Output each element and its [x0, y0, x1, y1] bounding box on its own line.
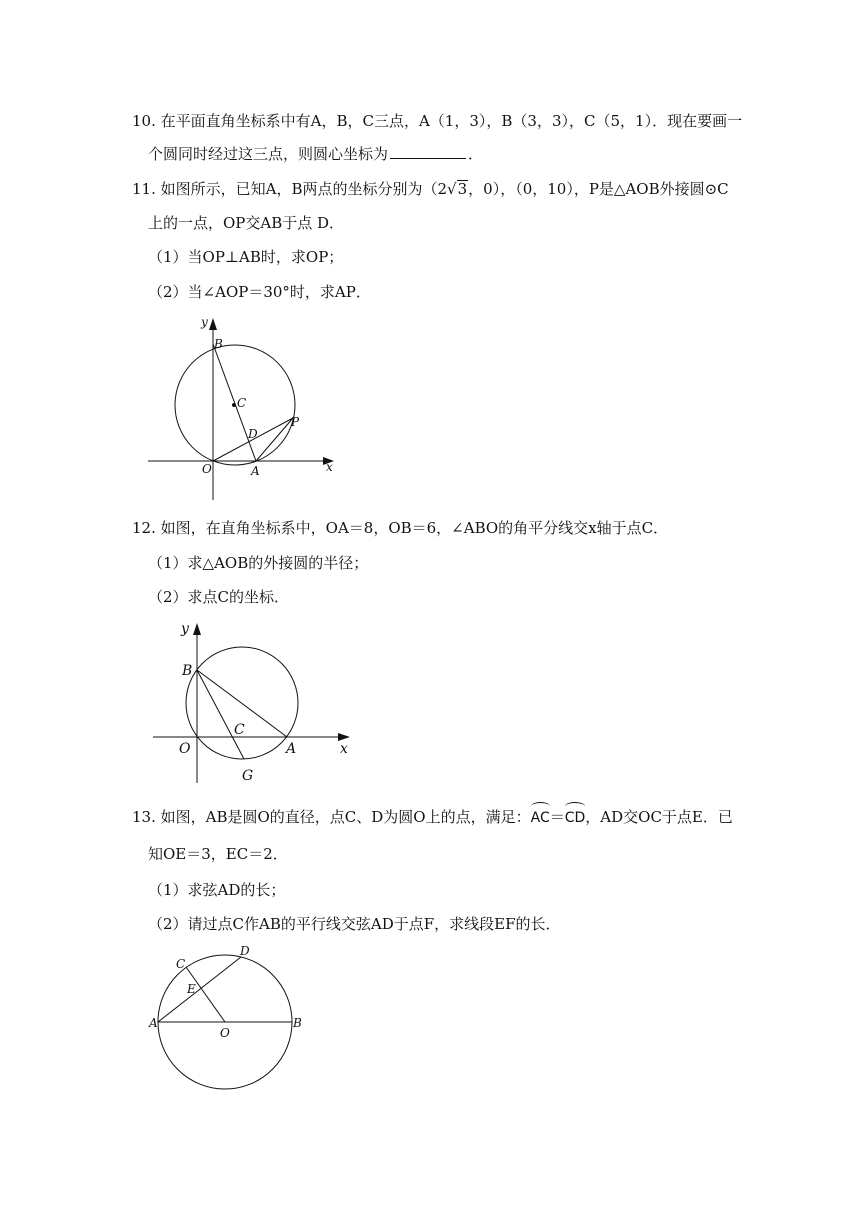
- q13-label-b: B: [293, 1016, 302, 1030]
- q13-label-c: C: [176, 957, 186, 971]
- q13-label-o: O: [220, 1026, 230, 1040]
- q12-label-c: C: [234, 722, 245, 738]
- q12-label-y: y: [181, 621, 189, 637]
- q12-label-b: B: [182, 663, 193, 679]
- q12-y-arrow-icon: [193, 623, 201, 635]
- q10-line2: [148, 143, 483, 165]
- q11-number: 11.: [132, 180, 156, 198]
- q12-sub1: （1）求△AOB的外接圆的半径；: [148, 554, 369, 572]
- q13-arc-ac: AC: [531, 807, 550, 829]
- q13-arc-cd: CD: [565, 807, 586, 829]
- q13-sub1: （1）求弦AD的长；: [148, 881, 286, 899]
- q11-text-1a: 如图所示，已知A，B两点的坐标分别为（2: [160, 180, 448, 198]
- sqrt-icon: √: [447, 180, 457, 198]
- q11-segment-ap: [256, 418, 293, 461]
- q13-line2: 知OE＝3，EC＝2．: [148, 845, 288, 863]
- q12-figure: [145, 615, 360, 790]
- q13-label-e: E: [187, 982, 196, 996]
- q11-label-p: P: [291, 415, 300, 429]
- q11-label-y: y: [201, 315, 208, 329]
- q12-label-x: x: [340, 741, 348, 757]
- q12-line1: [132, 517, 668, 539]
- q12-number: 12.: [132, 519, 156, 537]
- q11-sub2: （2）当∠AOP＝30°时，求AP．: [148, 283, 371, 301]
- q12-segment-bg: [197, 670, 244, 759]
- q11-label-c: C: [237, 396, 247, 410]
- q10-text-2: 个圆同时经过这三点，则圆心坐标为: [148, 145, 389, 163]
- q11-line2: 上的一点，OP交AB于点 D．: [148, 214, 345, 232]
- q11-segment-ba: [213, 344, 256, 461]
- q10-number: 10.: [132, 112, 156, 130]
- q12-sub2: （2）求点C的坐标．: [148, 588, 290, 606]
- q13-figure: [145, 940, 315, 1090]
- q13-sub2: （2）请过点C作AB的平行线交弦AD于点F，求线段EF的长．: [148, 915, 561, 933]
- q13-label-d: D: [240, 944, 250, 958]
- q11-text-1b: ，0），（0，10），P是△AOB外接圆⊙C: [468, 180, 729, 198]
- q10-text-2-end: ．: [468, 145, 484, 163]
- q11-line1: [132, 178, 729, 200]
- q13-text-1b: ，AD交OC于点E．已: [585, 808, 733, 826]
- q13-line1: [132, 806, 733, 829]
- q11-y-arrow-icon: [209, 318, 217, 330]
- q10-line1: [132, 110, 742, 132]
- q13-eq: ＝: [549, 808, 565, 826]
- q11-sqrt-value: 3: [457, 180, 468, 198]
- q11-label-d: D: [248, 427, 258, 441]
- q13-number: 13.: [132, 808, 156, 826]
- q10-text-1: 在平面直角坐标系中有A，B，C三点，A（1，3），B（3，3），C（5，1）．现在要画一: [160, 112, 743, 130]
- q12-x-arrow-icon: [338, 733, 350, 741]
- q11-sub1: （1）当OP⊥AB时，求OP；: [148, 248, 344, 266]
- q11-center-dot: [232, 403, 236, 407]
- answer-blank: [390, 144, 466, 159]
- q12-label-a: A: [286, 741, 297, 757]
- q11-label-a: A: [251, 464, 260, 478]
- q11-label-o: O: [202, 462, 212, 476]
- q13-chord-ad: [158, 957, 241, 1022]
- q12-text-1: 如图，在直角坐标系中，OA＝8，OB＝6，∠ABO的角平分线交x轴于点C．: [160, 519, 669, 537]
- q12-label-o: O: [179, 741, 191, 757]
- q11-label-x: x: [326, 460, 333, 474]
- q12-label-g: G: [242, 768, 254, 784]
- q13-label-a: A: [149, 1016, 158, 1030]
- q11-figure: [140, 310, 350, 505]
- q13-text-1a: 如图，AB是圆O的直径，点C、D为圆O上的点，满足：: [160, 808, 531, 826]
- q11-label-b: B: [214, 337, 223, 351]
